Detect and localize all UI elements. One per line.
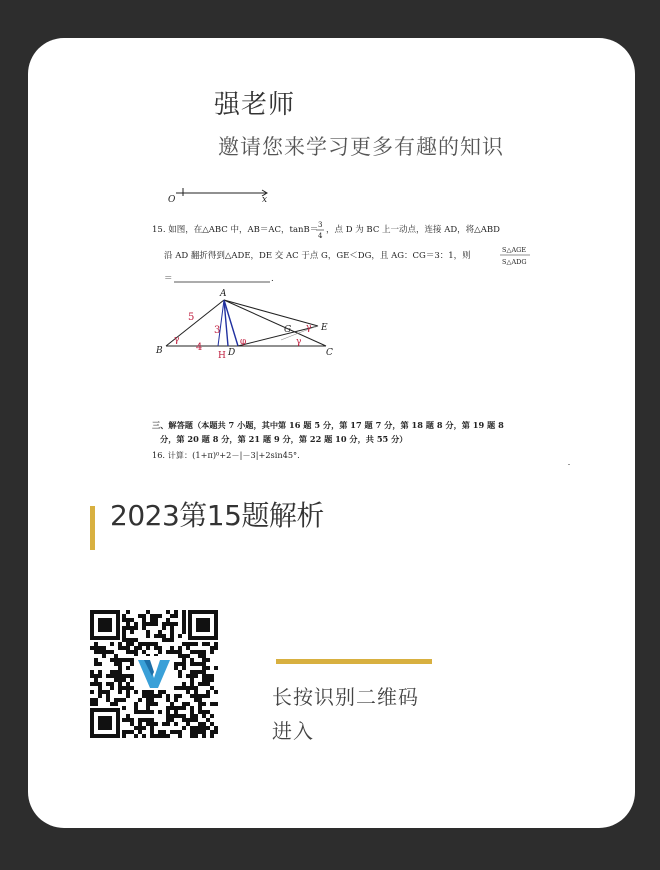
origin-label: O [168, 195, 176, 205]
svg-text:.: . [271, 274, 274, 284]
section3-line2: 分，第 20 题 8 分，第 21 题 9 分，第 22 题 10 分，共 55 分） [160, 434, 408, 444]
mark-3: 3 [214, 325, 221, 336]
teacher-name: 强老师 [214, 90, 296, 120]
q15-ratio-den: S△ADG [502, 258, 527, 266]
q15-line3: ＝ [164, 274, 173, 284]
dot-mark [568, 464, 570, 465]
svg-text:φ: φ [240, 337, 247, 347]
label-e: E [321, 323, 328, 333]
accent-bar [90, 506, 95, 550]
qr-logo-icon [134, 656, 174, 690]
mark-5: 5 [188, 312, 195, 323]
q15-line1-tail: ，点 D 为 BC 上一动点，连接 AD，将△ABD [326, 225, 500, 235]
x-axis-label: x [262, 195, 268, 205]
q15-line2: 沿 AD 翻折得到△ADE，DE 交 AC 于点 G，GE＜DG，且 AG：CG＝3：1，则 [164, 251, 471, 261]
mark-4: 4 [196, 342, 203, 353]
poster-card [28, 38, 635, 828]
qr-svg [90, 610, 218, 738]
svg-text:γ: γ [296, 337, 302, 347]
q15-line1: 15. 如图，在△ABC 中，AB＝AC，tanB＝ [152, 225, 319, 235]
svg-text:γ: γ [174, 335, 180, 345]
section-title: 2023第15题解析 [110, 499, 324, 532]
problem-svg [146, 178, 586, 478]
gold-divider [276, 659, 432, 664]
label-b: B [156, 346, 163, 356]
label-d: D [228, 348, 236, 358]
svg-text:γ: γ [306, 323, 312, 333]
section3-line1: 三、解答题（本题共 7 小题，其中第 16 题 5 分，第 17 题 7 分，第 18 题 8 分，第 19 题 8 [152, 420, 504, 430]
label-a: A [220, 289, 227, 299]
cta-text [272, 680, 419, 748]
cta-line2: 进入 [272, 719, 314, 743]
cta-line1: 长按识别二维码 [272, 685, 419, 709]
problem-image [146, 178, 586, 478]
qr-code[interactable] [90, 610, 218, 738]
geometry-figure [155, 289, 333, 361]
label-g: G [284, 325, 292, 335]
invite-text: 邀请您来学习更多有趣的知识 [218, 135, 504, 159]
label-c: C [326, 348, 333, 358]
label-h: H [218, 351, 226, 361]
number-line [168, 188, 267, 205]
q15-frac-num: 3 [318, 221, 323, 229]
q15-ratio-num: S△AGE [502, 246, 527, 254]
q16-text: 16. 计算：(1+π)⁰+2－|－3|+2sin45°. [152, 450, 300, 460]
q15-frac-den: 4 [318, 232, 323, 240]
